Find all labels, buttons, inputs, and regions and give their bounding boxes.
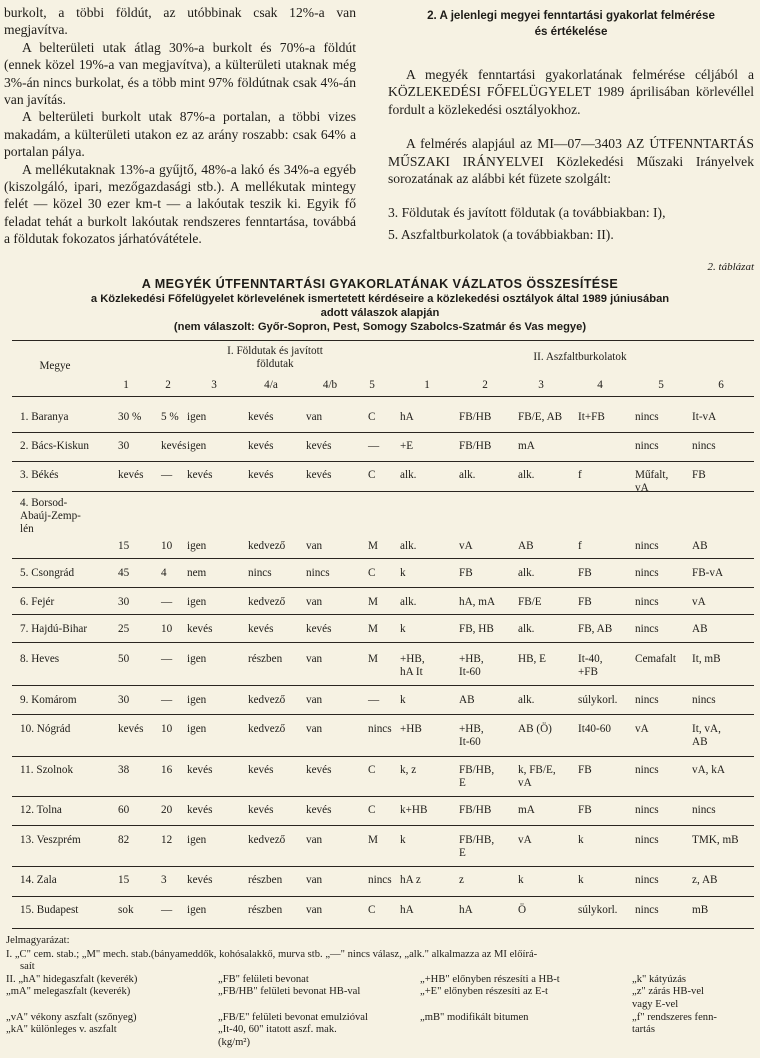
table-row-county: 10. Nógrád [20,723,71,735]
table-cell: nincs [635,804,659,816]
table-cell: kevés [248,469,274,481]
left-paragraph: burkolt, a többi földút, az utóbbinak csak 12%-a van megjavítva. [4,5,356,38]
table-cell: nincs [368,723,392,735]
table-cell: nincs [635,904,659,916]
table-rule [12,587,754,588]
table-cell: AB [692,623,708,635]
header-column-number: 2 [482,379,488,391]
table-cell: nincs [368,874,392,886]
left-paragraph: A mellékutaknak 13%-a gyűjtő, 48%-a lakó és 34%-a egyéb (kiszolgáló, ipari, mezőgazdasági stb.). A mellékutak mintegy felét — közel 30 ezer km-t — a lakóutak teszik ki. Egyik fő feladat tehát a burkolt lakóutak rendszeres fenntartása, továbbá a földutak fokozatos járhatóvátétele. [4,161,356,247]
table-cell: igen [187,411,207,423]
table-cell: kevés [306,440,332,452]
table-cell: van [306,723,323,735]
table-cell: FB, HB [459,623,494,635]
table-cell: k, z [400,764,417,776]
left-paragraph: A belterületi utak átlag 30%-a burkolt és 70%-a földút (ennek közel 19%-a van megjavítva), a külterületi utaknak még 3%-án nincs burkolat, és a több mint 97% földútnak csak 4%-án van javítás. [4,39,356,108]
table-row-county: 8. Heves [20,653,60,665]
table-cell: It, vA, AB [692,723,721,748]
table-cell: FB/E, AB [518,411,563,423]
table-cell: igen [187,596,207,608]
table-cell: — [161,653,173,665]
table-number: 2. táblázat [707,261,754,273]
header-column-number: 1 [424,379,430,391]
table-cell: alk. [518,694,535,706]
table-title: A MEGYÉK ÚTFENNTARTÁSI GYAKORLATÁNAK VÁZLATOS ÖSSZESÍTÉSE [141,277,619,291]
table-cell: van [306,694,323,706]
table-cell: nincs [635,596,659,608]
table-cell: It-40, +FB [578,653,603,678]
table-row-county: 3. Békés [20,469,59,481]
table-cell: FB [578,764,592,776]
table-cell: kevés [187,623,213,635]
table-cell: k [578,874,584,886]
table-cell: k+HB [400,804,428,816]
legend-column-3: „+HB" előnyben részesíti a HB-t „+E" előnyben részesíti az E-t „mB" modifikált bitumen [420,973,560,1023]
table-cell: k [400,623,406,635]
table-cell: 20 [161,804,173,816]
table-cell: — [368,440,380,452]
table-cell: részben [248,874,283,886]
table-cell: kedvező [248,834,286,846]
table-cell: k [518,874,524,886]
table-cell: súlykorl. [578,694,618,706]
table-cell: nincs [692,440,716,452]
table-rule [12,866,754,867]
table-cell: mA [518,440,535,452]
table-cell: 5 % [161,411,179,423]
table-row-county: 5. Csongrád [20,567,75,579]
table-cell: +HB [400,723,422,735]
table-cell: vA [692,596,706,608]
table-rule [12,340,754,341]
booklet-item-5: 5. Aszfaltburkolatok (a továbbiakban: II). [388,226,614,242]
section-title-line-2: és értékelése [534,25,608,38]
table-cell: C [368,469,376,481]
table-cell: 25 [118,623,130,635]
table-cell: nincs [635,440,659,452]
header-column-number: 4 [597,379,603,391]
table-cell: kevés [306,469,332,481]
legend-title: Jelmagyarázat: [6,935,70,946]
table-cell: kevés [248,623,274,635]
table-cell: k [400,694,406,706]
table-cell: 3 [161,874,167,886]
table-cell: nincs [248,567,272,579]
table-cell: FB/HB [459,411,492,423]
table-cell: mB [692,904,709,916]
table-subtitle-1: a Közlekedési Főfelügyelet körlevelének ismertetett kérdéseire a közlekedési osztályok által 1989 júniusában [90,293,670,305]
table-cell: AB [518,540,534,552]
table-cell: van [306,596,323,608]
table-cell: C [368,904,376,916]
table-cell: igen [187,653,207,665]
table-rule [12,491,754,492]
table-cell: M [368,623,378,635]
table-cell: 30 % [118,411,142,423]
table-cell: alk. [459,469,476,481]
header-group-1: I. Földutak és javított földutak [227,345,323,370]
table-rule [12,558,754,559]
section-title [388,8,754,40]
table-cell: igen [187,694,207,706]
table-cell: hA, mA [459,596,496,608]
table-cell: z, AB [692,874,718,886]
table-cell: k, FB/E, vA [518,764,556,789]
table-cell: 15 [118,874,130,886]
legend-column-4: „k" kátyúzás „z" zárás HB-vel vagy E-vel „f" rendszeres fenn- tartás [632,973,717,1036]
table-cell: Cemafalt [635,653,677,665]
table-cell: alk. [518,567,535,579]
booklet-item-3: 3. Földutak és javított földutak (a továbbiakban: I), [388,205,666,221]
table-row-county: 2. Bács-Kiskun [20,440,89,452]
table-row-county: 13. Veszprém [20,834,81,846]
header-column-number: 5 [369,379,375,391]
table-cell: kevés [248,764,274,776]
table-cell: igen [187,440,207,452]
table-cell: kevés [248,440,274,452]
table-rule [12,756,754,757]
table-row-county: 15. Budapest [20,904,79,916]
table-cell: sok [118,904,134,916]
table-cell: HB, E [518,653,546,665]
table-cell: kevés [187,469,213,481]
table-cell: M [368,540,378,552]
table-cell: FB/HB [459,440,492,452]
table-cell: mA [518,804,535,816]
table-cell: van [306,653,323,665]
table-cell: alk. [400,469,417,481]
table-cell: 50 [118,653,130,665]
table-cell: Műfalt, vA [635,469,669,494]
table-cell: alk. [518,623,535,635]
table-cell: nincs [692,694,716,706]
table-cell: 82 [118,834,130,846]
table-cell: 10 [161,723,173,735]
table-cell: súlykorl. [578,904,618,916]
table-cell: 10 [161,540,173,552]
table-rule [12,796,754,797]
table-cell: van [306,874,323,886]
table-row-county: 7. Hajdú-Bihar [20,623,88,635]
table-cell: +HB, It-60 [459,653,484,678]
table-cell: hA [459,904,473,916]
table-cell: C [368,411,376,423]
table-cell: nincs [635,764,659,776]
header-column-number: 6 [718,379,724,391]
table-cell: k [578,834,584,846]
table-cell: van [306,834,323,846]
table-cell: 4 [161,567,167,579]
table-cell: FB-vA [692,567,724,579]
legend [6,935,756,1058]
table-cell: C [368,804,376,816]
table-cell: kevés [118,723,144,735]
legend-line-I-cont: saít [20,961,35,973]
table-cell: kevés [306,804,332,816]
table-cell: igen [187,540,207,552]
table-cell: kevés [248,804,274,816]
table-rule [12,928,754,929]
table-cell: igen [187,904,207,916]
table-cell: vA [635,723,649,735]
table-cell: kedvező [248,596,286,608]
table-cell: 38 [118,764,130,776]
table-cell: nincs [635,874,659,886]
table-cell: kevés [118,469,144,481]
header-column-number: 3 [538,379,544,391]
right-column [388,4,754,243]
table-cell: kedvező [248,723,286,735]
table-cell: vA, kA [692,764,725,776]
header-column-number: 1 [123,379,129,391]
table-cell: nincs [635,834,659,846]
header-group-2: II. Aszfaltburkolatok [533,351,627,363]
table-cell: FB [578,567,592,579]
table-cell: nincs [635,694,659,706]
table-cell: igen [187,723,207,735]
table-cell: It, mB [692,653,721,665]
header-column-number: 4/a [264,379,278,391]
table-cell: C [368,764,376,776]
table-rule [12,396,754,397]
table-cell: — [161,904,173,916]
table-row-county: 1. Baranya [20,411,69,423]
table-cell: FB/HB, E [459,764,495,789]
table-row-county: 11. Szolnok [20,764,74,776]
header-column-number: 3 [211,379,217,391]
table-cell: AB (Ö) [518,723,552,735]
table-cell: TMK, mB [692,834,739,846]
table-cell: kevés [187,874,213,886]
table-cell: nincs [635,411,659,423]
table-cell: hA [400,904,414,916]
table-cell: +HB, It-60 [459,723,484,748]
table-cell: nincs [306,567,330,579]
legend-grid [6,974,756,1058]
table-title-block [0,277,760,334]
table-cell: M [368,653,378,665]
table-cell: 60 [118,804,130,816]
table-cell: nincs [635,623,659,635]
table-cell: AB [459,694,475,706]
table-rule [12,642,754,643]
table-rule [12,685,754,686]
table-rule [12,714,754,715]
legend-column-2: „FB" felületi bevonat „FB/HB" felületi bevonat HB-val „FB/E" felületi bevonat emulzióval „It-40, 60" itatott aszf. mak. (kg/m²) [218,973,368,1048]
table-cell: M [368,834,378,846]
table-cell: z [459,874,464,886]
table-rule [12,825,754,826]
table-cell: kedvező [248,694,286,706]
table-rule [12,614,754,615]
table-cell: hA z [400,874,421,886]
table-rule [12,461,754,462]
table-cell: alk. [518,469,535,481]
table-row-county: 6. Fejér [20,596,55,608]
table-cell: igen [187,834,207,846]
table-cell: 10 [161,623,173,635]
left-column [4,4,356,248]
table-cell: It+FB [578,411,605,423]
table-cell: kevés [306,764,332,776]
table-cell: FB/HB [459,804,492,816]
table-cell: van [306,904,323,916]
table-cell: nincs [635,540,659,552]
table-cell: k [400,567,406,579]
table-cell: részben [248,904,283,916]
table-cell: 30 [118,694,130,706]
table-cell: nem [187,567,207,579]
table-cell: alk. [400,540,417,552]
legend-line-I: I. „C" cem. stab.; „M" mech. stab.(bányameddők, kohósalakkő, murva stb. „—" nincs válasz, „alk." alkalmazza az MI előírá- [6,948,538,960]
table-cell: kevés [187,764,213,776]
table-subtitle-2: adott válaszok alapján [320,307,440,319]
table-cell: FB [578,596,592,608]
table-rule [12,896,754,897]
table-cell: +E [400,440,414,452]
table-cell: kevés [161,440,187,452]
table-cell: FB [692,469,706,481]
table-cell: kevés [306,623,332,635]
right-paragraph-1: A megyék fenntartási gyakorlatának felmérése céljából a KÖZLEKEDÉSI FŐFELÜGYELET 1989 áprilisában körlevéllel fordult a közlekedési osztályokhoz. [388,67,754,117]
table-cell: k [400,834,406,846]
left-paragraph: A belterületi burkolt utak 87%-a portalan, a többi vizes makadám, a külterületi utakon ez az arány roszabb: csak 64% a portalan pálya. [4,109,356,160]
table-cell: C [368,567,376,579]
table-cell: M [368,596,378,608]
table-cell: FB [459,567,473,579]
table-cell: — [161,469,173,481]
table-cell: 15 [118,540,130,552]
table-cell: hA [400,411,414,423]
table-cell: FB/E [518,596,542,608]
legend-column-1: II. „hA" hidegaszfalt (keverék) „mA" melegaszfalt (keverék) „vA" vékony aszfalt (szőnyeg) „kA" különleges v. aszfalt [6,973,138,1036]
table-cell: — [161,694,173,706]
table-cell: It-vA [692,411,717,423]
table-cell: +HB, hA It [400,653,425,678]
table-cell: vA [459,540,473,552]
table-cell: f [578,469,582,481]
table-row-county: 4. Borsod- Abaúj-Zemp- lén [20,497,81,535]
table-cell: kevés [248,411,274,423]
table-row-county: 12. Tolna [20,804,62,816]
table-rule [12,432,754,433]
right-paragraph-2: A felmérés alapjául az MI—07—3403 AZ ÚTFENNTARTÁS MŰSZAKI IRÁNYELVEI Közlekedési Műszaki Irányelvek sorozatának az alábbi két füzete szolgált: [388,136,754,187]
table-subtitle-3: (nem válaszolt: Győr-Sopron, Pest, Somogy Szabolcs-Szatmár és Vas megye) [173,321,587,333]
header-column-number: 5 [658,379,664,391]
table-row-county: 14. Zala [20,874,57,886]
table-cell: AB [692,540,708,552]
table-cell: 30 [118,596,130,608]
table-cell: alk. [400,596,417,608]
header-column-number: 2 [165,379,171,391]
table-cell: FB, AB [578,623,613,635]
header-column-number: 4/b [322,379,338,391]
table-cell: vA [518,834,532,846]
table-cell: kedvező [248,540,286,552]
table-cell: 16 [161,764,173,776]
table-cell: — [368,694,380,706]
table-cell: It40-60 [578,723,611,735]
header-megye: Megye [39,360,71,372]
table-cell: van [306,411,323,423]
table-cell: kevés [187,804,213,816]
table-cell: Ö [518,904,527,916]
table-cell: 30 [118,440,130,452]
table-cell: van [306,540,323,552]
table-cell: f [578,540,582,552]
section-title-line-1: 2. A jelenlegi megyei fenntartási gyakorlat felmérése [427,9,715,22]
table-cell: nincs [635,567,659,579]
table-cell: 45 [118,567,130,579]
table-cell: FB [578,804,592,816]
table-row-county: 9. Komárom [20,694,77,706]
table-cell: részben [248,653,283,665]
table-cell: FB/HB, E [459,834,495,859]
table-cell: 12 [161,834,173,846]
table-cell: nincs [692,804,716,816]
table-cell: — [161,596,173,608]
